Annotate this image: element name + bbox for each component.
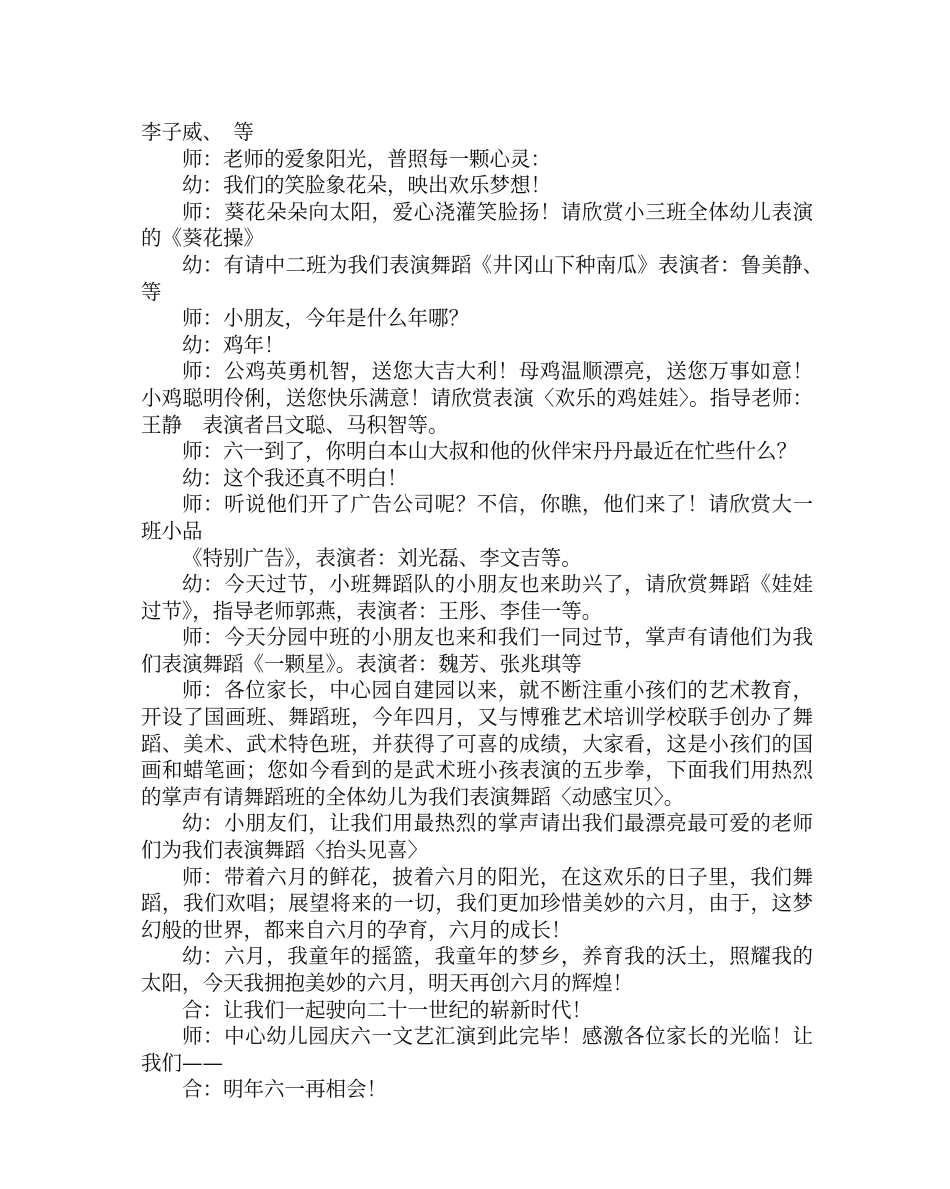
document-body xyxy=(141,119,834,1103)
paragraph-1: 李子威、 等 xyxy=(141,120,254,144)
paragraph-20: 师：中心幼儿园庆六一文艺汇演到此完毕！感激各位家长的光临！让我们—— xyxy=(141,1024,813,1075)
paragraph-11: 师：听说他们开了广告公司呢？不信，你瞧，他们来了！请欣赏大一班小品 xyxy=(141,492,813,543)
paragraph-10: 幼：这个我还真不明白！ xyxy=(182,465,408,490)
paragraph-14: 师：今天分园中班的小朋友也来和我们一同过节，掌声有请他们为我们表演舞蹈《一颗星》。表演者：魏芳、张兆琪等 xyxy=(141,625,813,676)
paragraph-2: 师：老师的爱象阳光，普照每一颗心灵： xyxy=(182,146,551,171)
paragraph-7: 幼：鸡年！ xyxy=(182,332,285,357)
paragraph-9: 师：六一到了，你明白本山大叔和他的伙伴宋丹丹最近在忙些什么？ xyxy=(182,439,797,464)
paragraph-12: 《特别广告》，表演者：刘光磊、李文吉等。 xyxy=(182,545,582,570)
paragraph-18: 幼：六月，我童年的摇篮，我童年的梦乡，养育我的沃土，照耀我的太阳，今天我拥抱美妙的六月，明天再创六月的辉煌！ xyxy=(141,944,813,995)
paragraph-4: 师：葵花朵朵向太阳，爱心浇灌笑脸扬！请欣赏小三班全体幼儿表演的《葵花操》 xyxy=(141,199,813,251)
paragraph-17: 师：带着六月的鲜花，披着六月的阳光，在这欢乐的日子里，我们舞蹈，我们欢唱；展望将来的一切，我们更加珍惜美妙的六月，由于，这梦幻般的世界，都来自六月的孕育，六月的成长！ xyxy=(141,864,813,942)
paragraph-19: 合：让我们一起驶向二十一世纪的崭新时代！ xyxy=(182,997,592,1022)
paragraph-3: 幼：我们的笑脸象花朵，映出欢乐梦想！ xyxy=(182,173,551,198)
paragraph-13: 幼：今天过节，小班舞蹈队的小朋友也来助兴了，请欣赏舞蹈《娃娃过节》，指导老师郭燕，表演者：王彤、李佳一等。 xyxy=(141,572,813,623)
paragraph-5: 幼：有请中二班为我们表演舞蹈《井冈山下种南瓜》表演者：鲁美静、 等 xyxy=(141,252,834,304)
paragraph-21: 合：明年六一再相会！ xyxy=(182,1077,387,1102)
paragraph-8: 师：公鸡英勇机智，送您大吉大利！母鸡温顺漂亮，送您万事如意！小鸡聪明伶俐，送您快乐满意！请欣赏表演〈欢乐的鸡娃娃〉。指导老师：王静 表演者吕文聪、马积智等。 xyxy=(141,359,813,437)
paragraph-16: 幼：小朋友们，让我们用最热烈的掌声请出我们最漂亮最可爱的老师们为我们表演舞蹈〈抬头见喜〉 xyxy=(141,811,813,863)
paragraph-6: 师：小朋友，今年是什么年哪？ xyxy=(182,306,469,331)
paragraph-15: 师：各位家长，中心园自建园以来，就不断注重小孩们的艺术教育，开设了国画班、舞蹈班，今年四月，又与博雅艺术培训学校联手创办了舞蹈、美术、武术特色班，并获得了可喜的成绩，大家看，这是小孩们的国画和蜡笔画；您如今看到的是武术班小孩表演的五步拳，下面我们用热烈的掌声有请舞蹈班的全体幼儿为我们表演舞蹈〈动感宝贝〉。 xyxy=(141,678,813,809)
